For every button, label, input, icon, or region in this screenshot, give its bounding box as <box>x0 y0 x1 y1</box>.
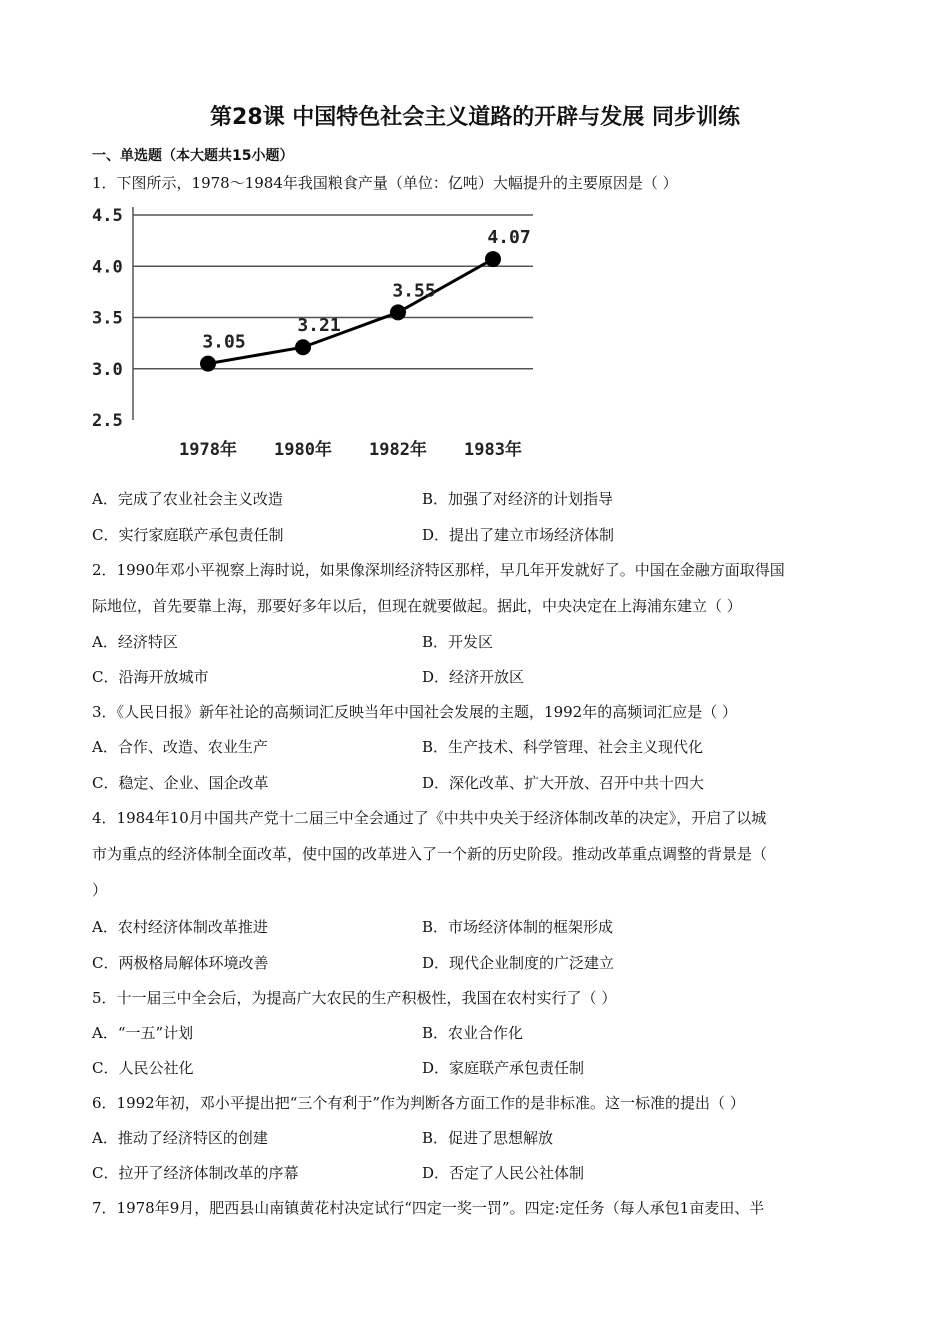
data-label: 4.07 <box>487 227 531 249</box>
q5-option-b[interactable]: B．农业合作化 <box>422 1024 524 1042</box>
y-tick-label: 4.0 <box>92 257 123 278</box>
question-2-stem-line2: 际地位，首先要靠上海，那要好多年以后，但现在就要做起。据此，中央决定在上海浦东建立（ ） <box>92 597 742 615</box>
question-6-stem: 6．1992年初，邓小平提出把“三个有利于”作为判断各方面工作的是非标准。这一标准的提出（ ） <box>92 1094 745 1112</box>
series-line <box>208 259 493 364</box>
q1-option-a[interactable]: A．完成了农业社会主义改造 <box>92 490 283 508</box>
x-tick-label: 1982年 <box>369 440 427 460</box>
q5-option-c[interactable]: C．人民公社化 <box>92 1059 194 1077</box>
q2-option-c[interactable]: C．沿海开放城市 <box>92 668 209 686</box>
q6-option-c[interactable]: C．拉开了经济体制改革的序幕 <box>92 1164 299 1182</box>
q3-option-b[interactable]: B．生产技术、科学管理、社会主义现代化 <box>422 738 704 756</box>
q6-option-d[interactable]: D．否定了人民公社体制 <box>422 1164 585 1182</box>
chart-gridlines <box>133 215 533 369</box>
data-point <box>200 356 216 372</box>
q2-option-a[interactable]: A．经济特区 <box>92 633 178 651</box>
q4-option-d[interactable]: D．现代企业制度的广泛建立 <box>422 954 615 972</box>
grain-output-chart <box>88 195 538 470</box>
q2-option-d[interactable]: D．经济开放区 <box>422 668 525 686</box>
x-tick-label: 1980年 <box>274 440 332 460</box>
q2-option-b[interactable]: B．开发区 <box>422 633 494 651</box>
question-1-stem: 1．下图所示，1978～1984年我国粮食产量（单位：亿吨）大幅提升的主要原因是（ ） <box>92 174 678 192</box>
question-5-stem: 5．十一届三中全会后，为提高广大农民的生产积极性，我国在农村实行了（ ） <box>92 989 617 1007</box>
question-2-stem-line1: 2．1990年邓小平视察上海时说，如果像深圳经济特区那样，早几年开发就好了。中国在金融方面取得国 <box>92 561 785 579</box>
y-tick-label: 2.5 <box>92 411 123 431</box>
q4-option-c[interactable]: C．两极格局解体环境改善 <box>92 954 269 972</box>
y-tick-label: 4.5 <box>92 206 123 226</box>
q6-option-a[interactable]: A．推动了经济特区的创建 <box>92 1129 268 1147</box>
data-point <box>390 304 406 320</box>
q5-option-d[interactable]: D．家庭联产承包责任制 <box>422 1059 585 1077</box>
question-4-stem-line3: ） <box>92 881 108 899</box>
section-heading: 一、单选题（本大题共15小题） <box>92 148 294 164</box>
x-tick-label: 1983年 <box>464 440 522 460</box>
q6-option-b[interactable]: B．促进了思想解放 <box>422 1129 554 1147</box>
y-tick-label: 3.5 <box>92 308 123 329</box>
x-tick-label: 1978年 <box>179 440 237 460</box>
y-tick-label: 3.0 <box>92 359 123 380</box>
q1-option-d[interactable]: D．提出了建立市场经济体制 <box>422 526 615 544</box>
q3-option-a[interactable]: A．合作、改造、农业生产 <box>92 738 268 756</box>
q3-option-c[interactable]: C．稳定、企业、国企改革 <box>92 774 269 792</box>
q1-option-c[interactable]: C．实行家庭联产承包责任制 <box>92 526 284 544</box>
page-title: 第28课 中国特色社会主义道路的开辟与发展 同步训练 <box>210 105 740 130</box>
q1-option-b[interactable]: B．加强了对经济的计划指导 <box>422 490 614 508</box>
data-point <box>295 339 311 355</box>
question-3-stem: 3．《人民日报》新年社论的高频词汇反映当年中国社会发展的主题，1992年的高频词汇应是（ ） <box>92 703 737 721</box>
data-label: 3.55 <box>392 280 436 302</box>
question-4-stem-line1: 4．1984年10月中国共产党十二届三中全会通过了《中共中央关于经济体制改革的决定》，开启了以城 <box>92 809 767 827</box>
q5-option-a[interactable]: A．“一五”计划 <box>92 1024 194 1042</box>
question-7-stem: 7．1978年9月，肥西县山南镇黄花村决定试行“四定一奖一罚”。四定:定任务（每人承包1亩麦田、半 <box>92 1199 765 1217</box>
data-point <box>485 251 501 267</box>
question-4-stem-line2: 市为重点的经济体制全面改革，使中国的改革进入了一个新的历史阶段。推动改革重点调整的背景是（ <box>92 845 768 863</box>
q4-option-a[interactable]: A．农村经济体制改革推进 <box>92 918 268 936</box>
data-label: 3.05 <box>202 331 246 353</box>
q3-option-d[interactable]: D．深化改革、扩大开放、召开中共十四大 <box>422 774 705 792</box>
data-label: 3.21 <box>297 315 341 337</box>
q4-option-b[interactable]: B．市场经济体制的框架形成 <box>422 918 614 936</box>
